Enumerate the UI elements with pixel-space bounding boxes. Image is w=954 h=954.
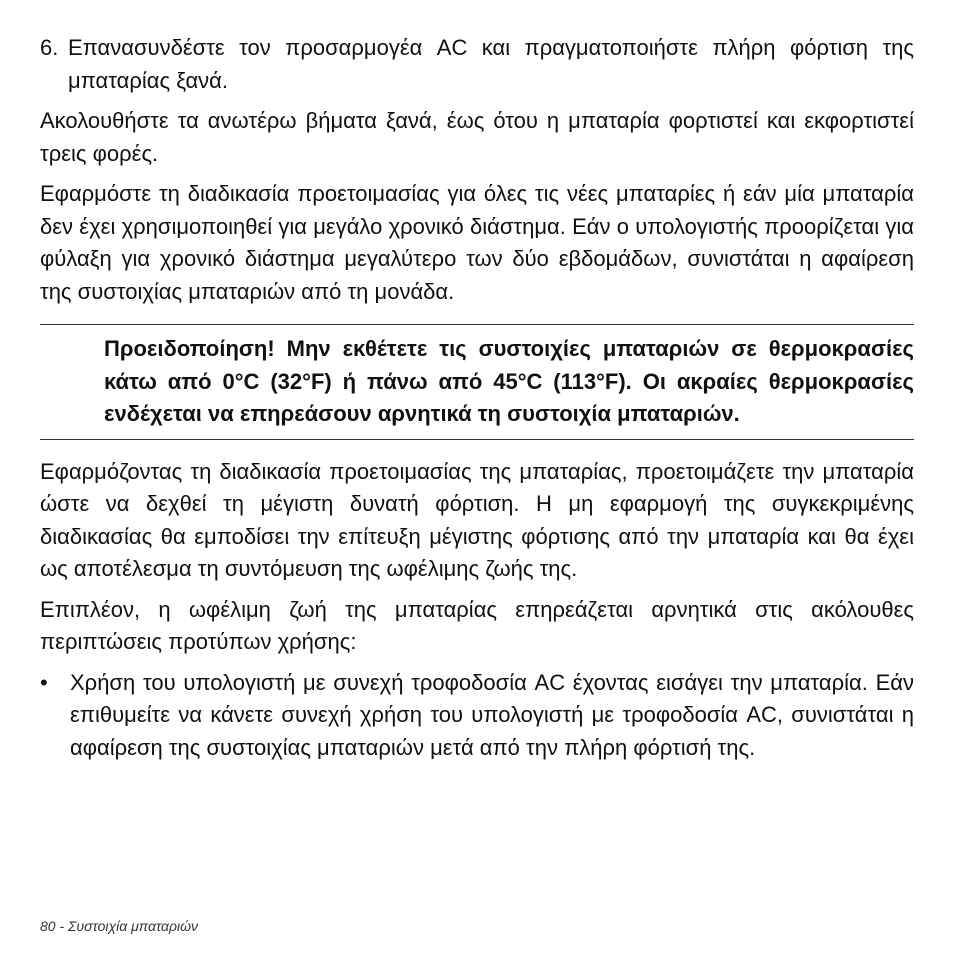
step-text: Επανασυνδέστε τον προσαρμογέα AC και πραγματοποιήστε πλήρη φόρτιση της μπαταρίας ξανά. bbox=[68, 35, 914, 93]
document-page bbox=[40, 32, 914, 764]
bullet-item bbox=[40, 667, 914, 765]
paragraph: Εφαρμόστε τη διαδικασία προετοιμασίας για όλες τις νέες μπαταρίες ή εάν μία μπαταρία δεν έχει χρησιμοποιηθεί για μεγάλο χρονικό διάστημα. Εάν ο υπολογιστής προορίζεται για φύλαξη για χρονικό διάστημα μεγαλύτερο των δύο εβδομάδων, συνιστάται η αφαίρεση της συστοιχίας μπαταριών από τη μονάδα. bbox=[40, 181, 914, 304]
warning-box bbox=[40, 324, 914, 440]
page-footer: 80 - Συστοιχία μπαταριών bbox=[40, 918, 198, 934]
step-number: 6. bbox=[40, 35, 59, 60]
paragraph: Εφαρμόζοντας τη διαδικασία προετοιμασίας της μπαταρίας, προετοιμάζετε την μπαταρία ώστε να δεχθεί τη μέγιστη δυνατή φόρτιση. Η μη εφαρμογή της συγκεκριμένης διαδικασίας θα εμποδίσει την επίτευξη μέγιστης φόρτισης από την μπαταρία και θα έχει ως αποτέλεσμα τη συντόμευση της ωφέλιμης ζωής της. bbox=[40, 458, 914, 581]
paragraph: Επιπλέον, η ωφέλιμη ζωή της μπαταρίας επηρεάζεται αρνητικά στις ακόλουθες περιπτώσεις προτύπων χρήσης: bbox=[40, 596, 914, 654]
paragraph: Ακολουθήστε τα ανωτέρω βήματα ξανά, έως ότου η μπαταρία φορτιστεί και εκφορτιστεί τρεις φορές. bbox=[40, 108, 914, 166]
bullet-text: Χρήση του υπολογιστή με συνεχή τροφοδοσία AC έχοντας εισάγει την μπαταρία. Εάν επιθυμείτε να κάνετε συνεχή χρήση του υπολογιστή με τροφοδοσία AC, συνιστάται η αφαίρεση της συστοιχίας μπαταριών μετά από την πλήρη φόρτισή της. bbox=[70, 669, 915, 760]
numbered-step bbox=[40, 32, 914, 97]
bullet-icon: • bbox=[40, 669, 48, 695]
warning-text: Προειδοποίηση! Μην εκθέτετε τις συστοιχίες μπαταριών σε θερμοκρασίες κάτω από 0°C (32°F) ή πάνω από 45°C (113°F). Οι ακραίες θερμοκρασίες ενδέχεται να επηρεάσουν αρνητικά τη συστοιχία μπαταριών. bbox=[104, 336, 914, 426]
